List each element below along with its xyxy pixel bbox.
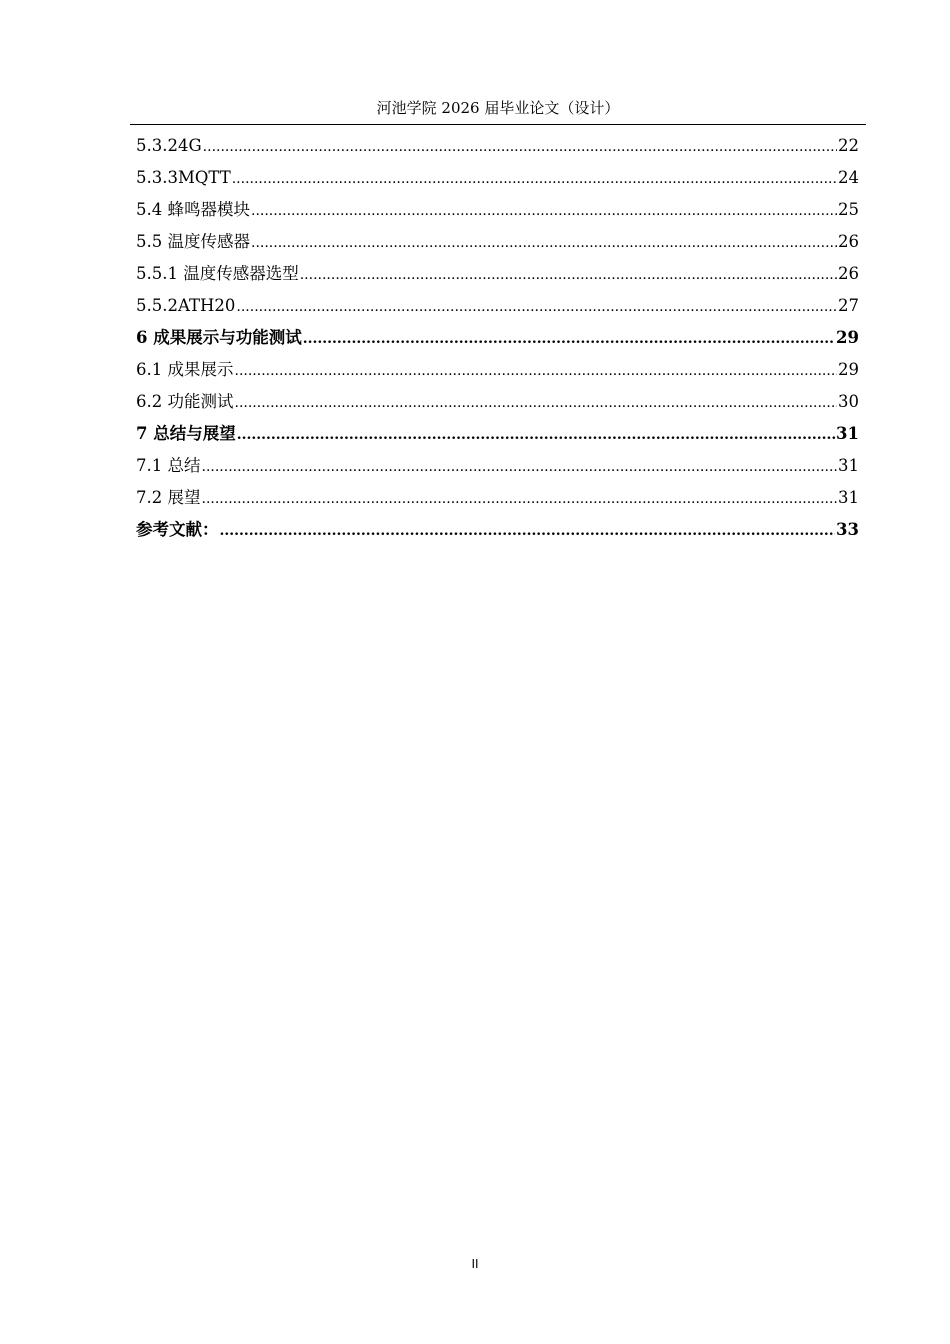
toc-entry[interactable] xyxy=(136,290,859,322)
toc-entry-title: 7.2 展望 xyxy=(136,488,201,507)
toc-entry-title: 6.2 功能测试 xyxy=(136,392,234,411)
toc-entry-title: 5.5.1 温度传感器选型 xyxy=(136,264,299,283)
toc-entry[interactable] xyxy=(136,450,859,482)
toc-leader-dots xyxy=(251,232,837,252)
toc-entry-page: 22 xyxy=(838,136,859,155)
toc-entry-title: 参考文献： xyxy=(136,520,219,539)
toc-leader-dots xyxy=(202,488,838,508)
toc-leader-dots xyxy=(235,360,838,380)
toc-entry[interactable] xyxy=(136,322,859,354)
toc-entry-title: 6 成果展示与功能测试 xyxy=(136,328,302,347)
toc-leader-dots xyxy=(232,168,837,188)
toc-entry[interactable] xyxy=(136,514,859,546)
table-of-contents xyxy=(136,130,859,546)
toc-entry-page: 29 xyxy=(836,328,859,347)
toc-entry[interactable] xyxy=(136,194,859,226)
toc-entry-title: 5.5.2ATH20 xyxy=(136,296,236,315)
toc-entry-title: 5.3.3MQTT xyxy=(136,168,231,187)
toc-leader-dots xyxy=(235,392,838,412)
toc-entry-title: 5.4 蜂鸣器模块 xyxy=(136,200,250,219)
toc-entry[interactable] xyxy=(136,130,859,162)
toc-entry-page: 27 xyxy=(838,296,859,315)
toc-leader-dots xyxy=(220,520,836,540)
toc-entry[interactable] xyxy=(136,418,859,450)
toc-leader-dots xyxy=(300,264,837,284)
toc-entry-title: 5.5 温度传感器 xyxy=(136,232,250,251)
toc-entry-page: 33 xyxy=(836,520,859,539)
toc-leader-dots xyxy=(237,424,835,444)
page-number: II xyxy=(471,1257,479,1271)
header-rule xyxy=(130,124,866,125)
toc-entry-title: 7.1 总结 xyxy=(136,456,201,475)
toc-entry[interactable] xyxy=(136,386,859,418)
toc-entry-page: 30 xyxy=(838,392,859,411)
toc-entry[interactable] xyxy=(136,226,859,258)
toc-entry-page: 25 xyxy=(838,200,859,219)
toc-entry-title: 5.3.24G xyxy=(136,136,202,155)
toc-leader-dots xyxy=(202,456,838,476)
page-header: 河池学院 2026 届毕业论文（设计） xyxy=(376,99,620,117)
toc-leader-dots xyxy=(236,296,837,316)
toc-entry[interactable] xyxy=(136,354,859,386)
toc-entry-page: 31 xyxy=(836,424,859,443)
toc-entry-page: 29 xyxy=(838,360,859,379)
toc-entry-page: 31 xyxy=(838,488,859,507)
toc-entry[interactable] xyxy=(136,258,859,290)
toc-entry-page: 26 xyxy=(838,264,859,283)
toc-leader-dots xyxy=(203,136,837,156)
toc-entry-page: 24 xyxy=(838,168,859,187)
toc-entry[interactable] xyxy=(136,482,859,514)
toc-entry-page: 26 xyxy=(838,232,859,251)
toc-entry-page: 31 xyxy=(838,456,859,475)
toc-entry-title: 7 总结与展望 xyxy=(136,424,236,443)
toc-leader-dots xyxy=(303,328,835,348)
toc-entry[interactable] xyxy=(136,162,859,194)
toc-entry-title: 6.1 成果展示 xyxy=(136,360,234,379)
toc-leader-dots xyxy=(251,200,837,220)
